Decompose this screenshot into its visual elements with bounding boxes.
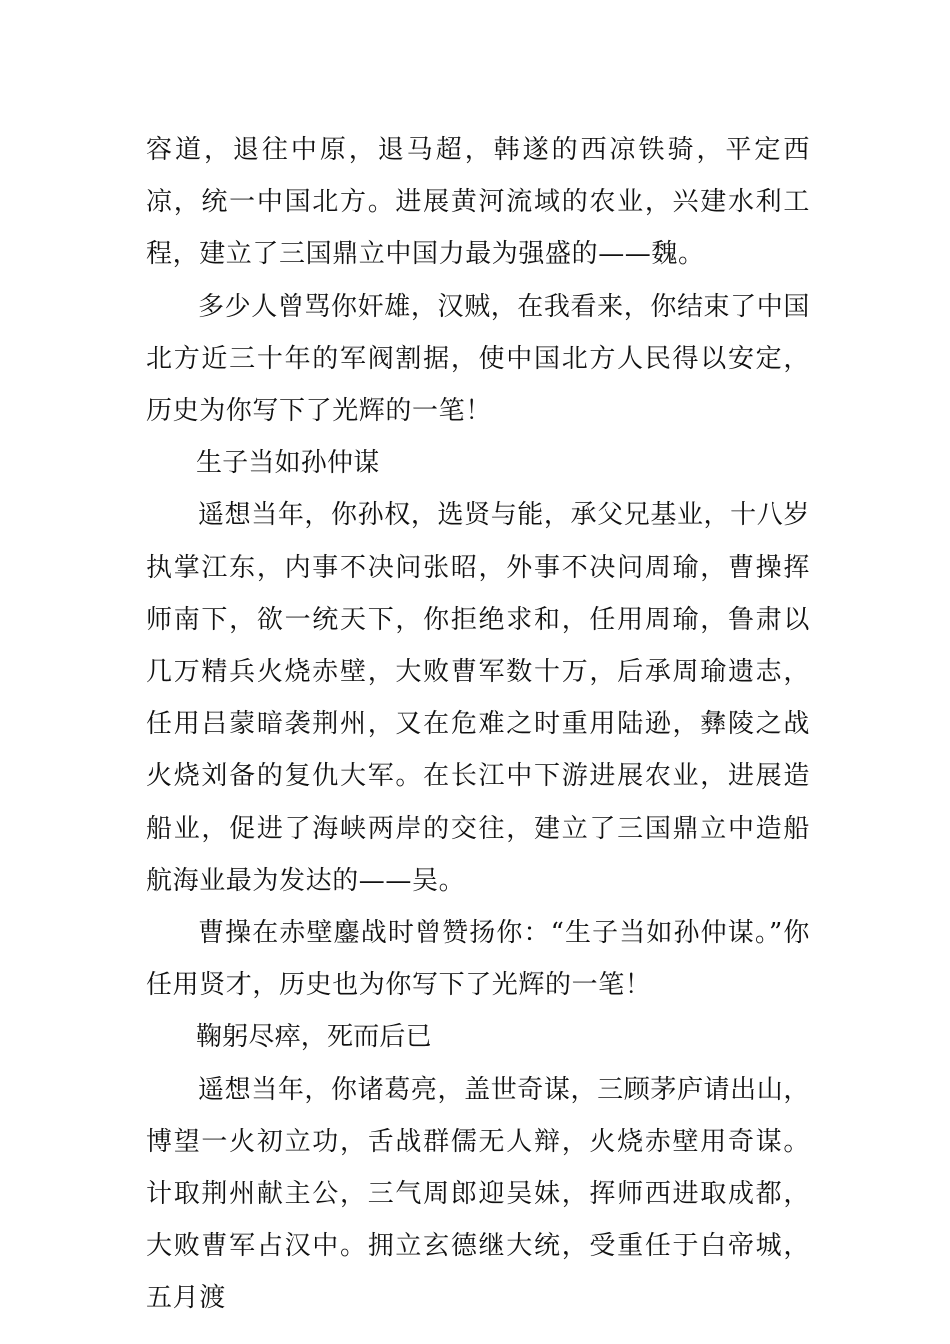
paragraph-cao-cao-evaluation: 多少人曾骂你奸雄，汉贼，在我看来，你结束了中国北方近三十年的军阀割据，使中国北方人民得以安定，历史为你写下了光辉的一笔！ [146, 291, 810, 427]
section-heading-sun-quan: 生子当如孙仲谋 [196, 448, 380, 479]
paragraph-zhuge-liang-history: 遥想当年，你诸葛亮，盖世奇谋，三顾茅庐请出山，博望一火初立功，舌战群儒无人辩，火烧赤壁用奇谋。计取荆州献主公，三气周郎迎吴妹，挥师西进取成都，大败曹军占汉中。拥立玄德继大统，受重任于白帝城，五月渡 [146, 1074, 810, 1314]
paragraph-continuation: 容道，退往中原，退马超，韩遂的西凉铁骑，平定西凉，统一中国北方。进展黄河流域的农业，兴建水利工程，建立了三国鼎立中国力最为强盛的——魏。 [146, 135, 810, 270]
paragraph-sun-quan-praise: 曹操在赤壁鏖战时曾赞扬你：“生子当如孙仲谋。”你任用贤才，历史也为你写下了光辉的一笔！ [146, 918, 810, 1001]
paragraph-sun-quan-history: 遥想当年，你孙权，选贤与能，承父兄基业，十八岁执掌江东，内事不决问张昭，外事不决问周瑜，曹操挥师南下，欲一统天下，你拒绝求和，任用周瑜，鲁肃以几万精兵火烧赤壁，大败曹军数十万，后承周瑜遗志，任用吕蒙暗袭荆州，又在危难之时重用陆逊，彝陵之战火烧刘备的复仇大军。在长江中下游进展农业，进展造船业，促进了海峡两岸的交往，建立了三国鼎立中造船航海业最为发达的——吴。 [146, 500, 810, 896]
section-heading-zhuge-liang: 鞠躬尽瘁，死而后已 [196, 1022, 432, 1053]
article-body [146, 124, 810, 1325]
